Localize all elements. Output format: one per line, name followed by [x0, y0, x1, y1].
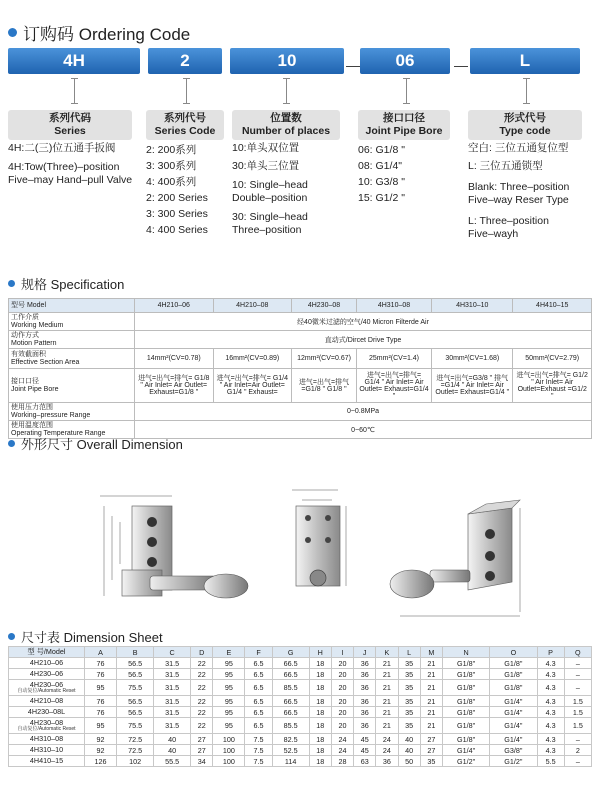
dimension-cell: 21: [420, 680, 442, 696]
code-places: 10: [230, 48, 344, 74]
table-row: [9, 680, 592, 696]
dimension-cell: 27: [191, 745, 213, 756]
dimension-cell: 4.3: [537, 696, 564, 707]
dimension-cell: 21: [420, 696, 442, 707]
dimension-cell: 35: [420, 756, 442, 767]
dimension-cell: –: [564, 756, 591, 767]
model-cell: 4H210–06: [9, 658, 85, 669]
places-list: 10:单头双位置 30:单头三位置 10: Single–head Double–position 30: Single–head Three–position: [232, 142, 308, 236]
dimension-cell: 76: [85, 669, 117, 680]
spec-header-row: 型号 Model 4H210–06 4H210–08 4H230–08 4H310–08 4H310–10 4H410–15: [9, 299, 592, 313]
model-cell: 4H230–06 自动复位/Automatic Reset: [9, 680, 85, 696]
dimension-cell: 66.5: [272, 707, 309, 718]
table-row: [9, 756, 592, 767]
dimension-cell: 21: [376, 669, 398, 680]
dimension-cell: G1/8": [442, 696, 489, 707]
dimension-cell: 45: [354, 734, 376, 745]
dimension-cell: 52.5: [272, 745, 309, 756]
dimension-cell: 7.5: [245, 756, 272, 767]
model-cell: 4H230–08L: [9, 707, 85, 718]
dimension-cell: 18: [309, 756, 331, 767]
dimension-cell: 27: [420, 734, 442, 745]
series-code-list: 2: 200系列 3: 300系列 4: 400系列 2: 200 Series 3: 300 Series 4: 400 Series: [146, 144, 208, 236]
dimension-cell: 92: [85, 734, 117, 745]
dimension-cell: 24: [376, 745, 398, 756]
overall-title: 外形尺寸 Overall Dimension: [8, 434, 183, 453]
dimension-cell: 36: [354, 669, 376, 680]
dimension-cell: 114: [272, 756, 309, 767]
code-type: L: [470, 48, 580, 74]
dimension-cell: 95: [213, 680, 245, 696]
dimension-cell: 20: [331, 680, 353, 696]
model-cell: 4H310–10: [9, 745, 85, 756]
dimension-cell: 75.5: [117, 718, 154, 734]
dimension-cell: 75.5: [117, 680, 154, 696]
dimension-cell: 20: [331, 718, 353, 734]
dimension-cell: 36: [354, 680, 376, 696]
dimension-header-row: 型 号/Model A B C D E F G H I J K L M N O P Q: [9, 647, 592, 658]
dimension-cell: 31.5: [154, 718, 191, 734]
series-list: 4H:二(三)位五通手扳阀 4H:Tow(Three)–position Five–may Hand–pull Valve: [8, 142, 133, 186]
dimension-cell: 36: [354, 707, 376, 718]
dimension-cell: 21: [376, 718, 398, 734]
dimension-cell: 21: [420, 707, 442, 718]
spec-table: [8, 298, 592, 439]
dimension-cell: G1/4": [490, 718, 537, 734]
dimension-cell: 36: [354, 658, 376, 669]
dimension-cell: 2: [564, 745, 591, 756]
dimension-cell: 56.5: [117, 707, 154, 718]
dimension-cell: 18: [309, 680, 331, 696]
dimension-cell: 35: [398, 680, 420, 696]
dimension-cell: 55.5: [154, 756, 191, 767]
connector: [406, 78, 413, 104]
table-row: [9, 658, 592, 669]
bullet-icon: [8, 440, 15, 447]
dimension-cell: 85.5: [272, 680, 309, 696]
dimension-cell: 31.5: [154, 680, 191, 696]
series-code-header: 系列代号 Series Code: [146, 110, 224, 140]
dimension-cell: 6.5: [245, 707, 272, 718]
spec-row: 有效截面积 Effective Section Area 14mm²(CV=0.78) 16mm²(CV=0.89) 12mm²(CV=0.67) 25mm²(CV=1.4) 30mm²(CV=1.68) 50mm²(CV=2.79): [9, 349, 592, 369]
dimension-cell: G1/8": [490, 658, 537, 669]
dimension-cell: 31.5: [154, 669, 191, 680]
dimension-cell: 6.5: [245, 696, 272, 707]
dimension-cell: G1/8": [442, 734, 489, 745]
dimension-cell: 126: [85, 756, 117, 767]
dimension-cell: 102: [117, 756, 154, 767]
dimension-cell: –: [564, 658, 591, 669]
dimension-cell: 100: [213, 734, 245, 745]
rear-view-drawing: [390, 500, 520, 616]
dimension-cell: 76: [85, 658, 117, 669]
dimension-cell: 34: [191, 756, 213, 767]
dimension-cell: 35: [398, 669, 420, 680]
dimension-cell: 36: [376, 756, 398, 767]
model-cell: 4H410–15: [9, 756, 85, 767]
spec-row: 接口口径 Joint Pipe Bore 进气=出气=排气= G1/8 " Air Inlet= Air Outlet= Exhaust=G1/8 " 进气=出气=排气= G1/4 " Air Inlet=Air Outlet= G1/4 " Exhaust= 进气=出气=排气=G1/8 " G1/8 " 进气=出气=排气= G1/4 " Air Inlet= Air Outlet= Exhaust=G1/4 " 进气=出气=G3/8 " 排气=G1/4 " Air Inlet= Air Outlet= Exhaust=G1/4 " 进气=出气=排气= G1/2 " Air Inlet= Air Outlet=Exhaust =G1/2 ": [9, 369, 592, 403]
dimension-cell: 22: [191, 707, 213, 718]
dimension-cell: 20: [331, 696, 353, 707]
dimension-cell: 85.5: [272, 718, 309, 734]
spec-row: 动作方式 Motion Pattern 直动式/Dircet Drive Type: [9, 331, 592, 349]
dimension-cell: G1/4": [442, 745, 489, 756]
dimension-cell: 40: [398, 745, 420, 756]
dimension-cell: 4.3: [537, 669, 564, 680]
dimension-cell: 63: [354, 756, 376, 767]
dimension-cell: 40: [154, 734, 191, 745]
dimension-cell: 95: [85, 680, 117, 696]
dimension-table: [8, 646, 592, 767]
dimension-cell: 22: [191, 680, 213, 696]
dimension-cell: 72.5: [117, 734, 154, 745]
model-cell: 4H230–06: [9, 669, 85, 680]
dimension-cell: 35: [398, 718, 420, 734]
dimension-cell: 50: [398, 756, 420, 767]
type-list: 空白: 三位五通复位型 L: 三位五通锁型 Blank: Three–position Five–way Reser Type L: Three–position Five–wayh: [468, 142, 570, 240]
dimension-cell: 21: [376, 696, 398, 707]
dimension-cell: 66.5: [272, 696, 309, 707]
spec-row: 使用温度范围 Operating Temperature Range 0~60℃: [9, 421, 592, 439]
dimension-cell: 21: [420, 669, 442, 680]
dimension-cell: 100: [213, 756, 245, 767]
bullet-icon: [8, 280, 15, 287]
bore-header: 接口口径 Joint Pipe Bore: [358, 110, 450, 140]
model-cell: 4H310–08: [9, 734, 85, 745]
dimension-cell: G1/8": [490, 680, 537, 696]
dimension-cell: 95: [213, 658, 245, 669]
dimension-cell: 27: [420, 745, 442, 756]
dimension-cell: 95: [213, 696, 245, 707]
table-row: [9, 734, 592, 745]
dimension-cell: 4.3: [537, 707, 564, 718]
dimension-cell: 76: [85, 696, 117, 707]
dimension-cell: 95: [213, 669, 245, 680]
bore-list: 06: G1/8 " 08: G1/4" 10: G3/8 " 15: G1/2 ": [358, 144, 405, 204]
dimension-cell: G1/4": [490, 696, 537, 707]
dimension-cell: 21: [376, 707, 398, 718]
dimension-cell: 18: [309, 696, 331, 707]
dimension-cell: 20: [331, 707, 353, 718]
dimension-cell: 18: [309, 718, 331, 734]
dimension-cell: 35: [398, 658, 420, 669]
dimension-cell: 92: [85, 745, 117, 756]
connector: [74, 78, 81, 104]
dimension-cell: 18: [309, 669, 331, 680]
dimension-cell: –: [564, 669, 591, 680]
dimension-cell: G1/4": [490, 734, 537, 745]
dimension-cell: 22: [191, 658, 213, 669]
dimension-cell: 7.5: [245, 745, 272, 756]
dimension-cell: 40: [154, 745, 191, 756]
connector: [186, 78, 193, 104]
dimension-cell: G1/8": [442, 658, 489, 669]
spec-row: 工作介质 Working Medium 经40微米过滤的空气/40 Micron Filterde Air: [9, 313, 592, 331]
dimension-cell: 4.3: [537, 658, 564, 669]
dimension-cell: 72.5: [117, 745, 154, 756]
dimension-cell: 21: [376, 680, 398, 696]
spec-row: 使用压力范围 Working–pressure Range 0~0.8MPa: [9, 403, 592, 421]
dimension-cell: 21: [376, 658, 398, 669]
dimension-cell: 5.5: [537, 756, 564, 767]
dimension-cell: 27: [191, 734, 213, 745]
spec-title: 规格 Specification: [8, 274, 124, 293]
dimension-cell: 18: [309, 658, 331, 669]
table-row: [9, 707, 592, 718]
type-header: 形式代号 Type code: [468, 110, 582, 140]
series-header: 系列代码 Series: [8, 110, 132, 140]
dimension-cell: 24: [331, 734, 353, 745]
dimension-cell: G1/4": [490, 707, 537, 718]
overall-dimension-drawings: [0, 452, 600, 627]
dimension-cell: 28: [331, 756, 353, 767]
dimension-cell: G1/8": [490, 669, 537, 680]
dimension-cell: 35: [398, 696, 420, 707]
dimension-cell: 20: [331, 669, 353, 680]
code-bore: 06: [360, 48, 450, 74]
dimension-cell: 66.5: [272, 669, 309, 680]
dimension-cell: 100: [213, 745, 245, 756]
table-row: [9, 696, 592, 707]
dimension-cell: 22: [191, 718, 213, 734]
dimension-cell: 22: [191, 696, 213, 707]
dimension-cell: 40: [398, 734, 420, 745]
dimension-cell: 66.5: [272, 658, 309, 669]
dimension-cell: 56.5: [117, 696, 154, 707]
dimension-cell: 82.5: [272, 734, 309, 745]
dimension-cell: 36: [354, 696, 376, 707]
dimension-cell: 56.5: [117, 658, 154, 669]
dimension-cell: 18: [309, 745, 331, 756]
table-row: [9, 745, 592, 756]
dimension-cell: 18: [309, 707, 331, 718]
code-series-code: 2: [148, 48, 222, 74]
dimension-cell: 35: [398, 707, 420, 718]
dimension-cell: 7.5: [245, 734, 272, 745]
bullet-icon: [8, 633, 15, 640]
dimension-cell: 6.5: [245, 718, 272, 734]
dimension-cell: 4.3: [537, 680, 564, 696]
dimension-cell: 21: [420, 658, 442, 669]
dimension-cell: 31.5: [154, 707, 191, 718]
model-cell: 4H210–08: [9, 696, 85, 707]
dimension-cell: 95: [85, 718, 117, 734]
dimension-cell: G1/2": [490, 756, 537, 767]
dimension-cell: 18: [309, 734, 331, 745]
dimension-cell: G1/8": [442, 669, 489, 680]
table-row: [9, 669, 592, 680]
dimension-cell: 6.5: [245, 669, 272, 680]
dimension-cell: 31.5: [154, 658, 191, 669]
dimension-cell: 1.5: [564, 718, 591, 734]
dims-title: 尺寸表 Dimension Sheet: [8, 627, 163, 646]
table-row: [9, 718, 592, 734]
separator-dash: —: [346, 57, 360, 73]
dimension-cell: 21: [420, 718, 442, 734]
dimension-cell: 76: [85, 707, 117, 718]
dimension-cell: 95: [213, 707, 245, 718]
dimension-cell: G1/8": [442, 707, 489, 718]
dimension-cell: 56.5: [117, 669, 154, 680]
places-header: 位置数 Number of places: [232, 110, 340, 140]
dimension-cell: 4.3: [537, 745, 564, 756]
dimension-cell: 24: [376, 734, 398, 745]
auto-reset-note: 自动复位/Automatic Reset: [17, 687, 76, 694]
connector: [526, 78, 533, 104]
dimension-cell: 95: [213, 718, 245, 734]
dimension-cell: G3/8": [490, 745, 537, 756]
dimension-cell: 24: [331, 745, 353, 756]
dimension-cell: 6.5: [245, 680, 272, 696]
dimension-cell: G1/2": [442, 756, 489, 767]
dimension-cell: 22: [191, 669, 213, 680]
dimension-cell: G1/8": [442, 718, 489, 734]
ordering-title: 订购码 Ordering Code: [8, 20, 190, 45]
dimension-cell: G1/8": [442, 680, 489, 696]
dimension-cell: 20: [331, 658, 353, 669]
dimension-cell: 6.5: [245, 658, 272, 669]
code-series: 4H: [8, 48, 140, 74]
auto-reset-note: 自动复位/Automatic Reset: [17, 725, 76, 732]
dimension-cell: 1.5: [564, 707, 591, 718]
dimension-cell: 31.5: [154, 696, 191, 707]
separator-dash: —: [454, 57, 468, 73]
dimension-cell: 45: [354, 745, 376, 756]
dimension-cell: 4.3: [537, 718, 564, 734]
connector: [286, 78, 293, 104]
front-view-drawing: [292, 490, 346, 586]
dimension-cell: 36: [354, 718, 376, 734]
dimension-cell: 1.5: [564, 696, 591, 707]
bullet-icon: [8, 28, 17, 37]
model-cell: 4H230–08 自动复位/Automatic Reset: [9, 718, 85, 734]
dimension-cell: 4.3: [537, 734, 564, 745]
dimension-cell: –: [564, 680, 591, 696]
dimension-cell: –: [564, 734, 591, 745]
side-view-drawing: [100, 496, 248, 598]
